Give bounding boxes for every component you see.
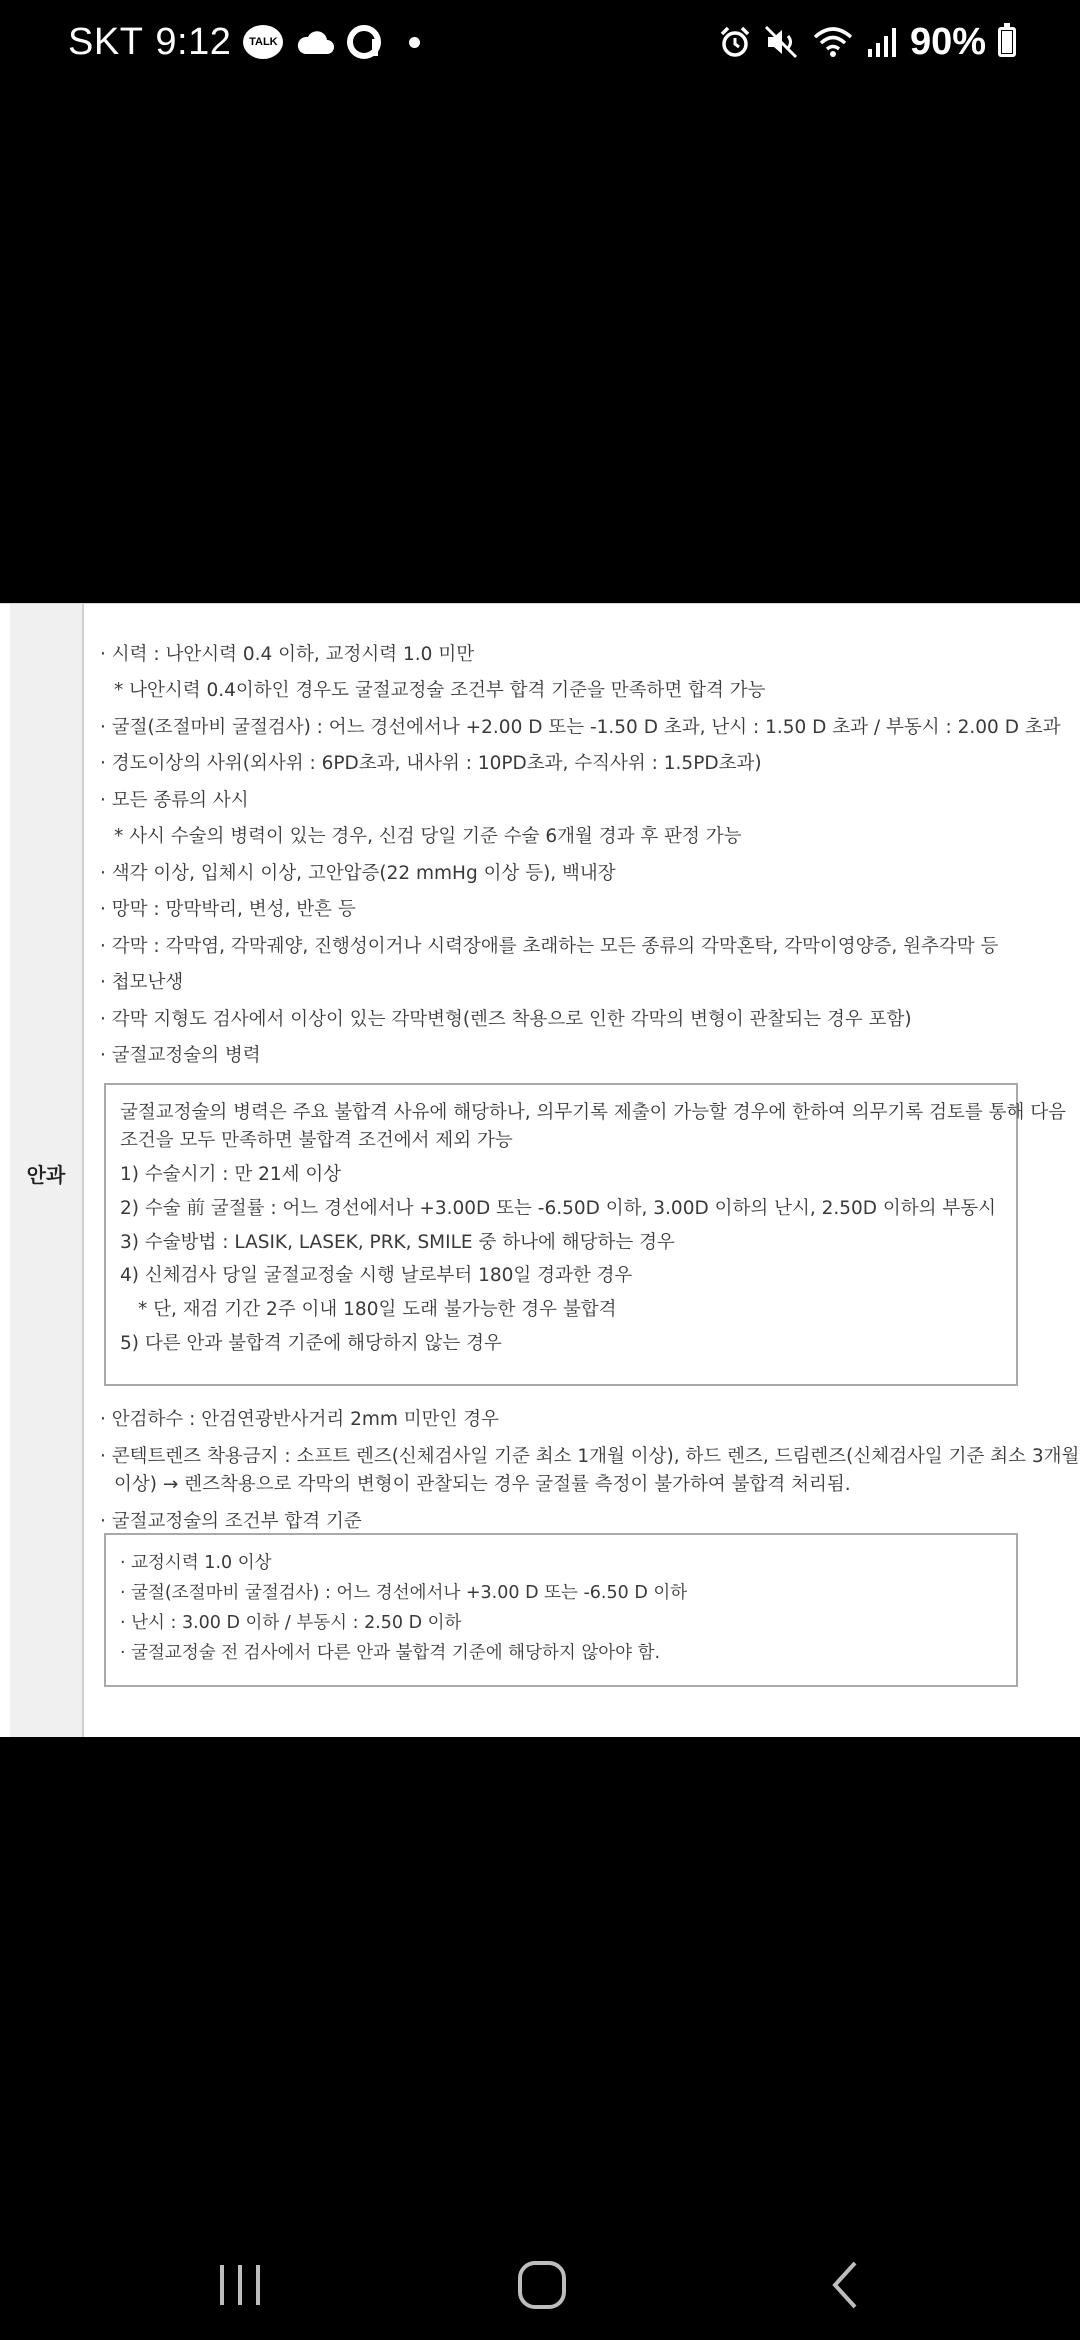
- conditional-pass-box: [104, 1533, 1018, 1687]
- home-button[interactable]: [497, 2240, 587, 2330]
- box-line: · 굴절교정술 전 검사에서 다른 안과 불합격 기준에 해당하지 않아야 함.: [120, 1643, 661, 1663]
- back-button[interactable]: [800, 2240, 890, 2330]
- status-bar-left: [68, 12, 420, 72]
- box-line: · 굴절(조절마비 굴절검사) : 어느 경선에서나 +3.00 D 또는 -6.50 D 이하: [120, 1583, 688, 1603]
- alarm-icon: [718, 25, 752, 59]
- box-line: 조건을 모두 만족하면 불합격 조건에서 제외 가능: [120, 1130, 513, 1151]
- status-bar: [0, 0, 1080, 84]
- box-line: 1) 수술시기 : 만 21세 이상: [120, 1164, 342, 1185]
- criteria-line: · 굴절교정술의 조건부 합격 기준: [100, 1511, 362, 1532]
- box-line: · 교정시력 1.0 이상: [120, 1553, 272, 1573]
- category-column: [10, 604, 84, 1737]
- criteria-line: · 각막 지형도 검사에서 이상이 있는 각막변형(렌즈 착용으로 인한 각막의 변형이 관찰되는 경우 포함): [100, 1009, 912, 1030]
- battery-percent: 90%: [909, 20, 986, 63]
- box-line: 굴절교정술의 병력은 주요 불합격 사유에 해당하나, 의무기록 제출이 가능할 경우에 한하여 의무기록 검토를 통해 다음: [120, 1102, 1067, 1123]
- refractive-surgery-history-box: [104, 1083, 1067, 1386]
- clock: 9:12: [155, 20, 232, 63]
- cloud-icon: [295, 28, 335, 56]
- criteria-line: · 안검하수 : 안검연광반사거리 2mm 미만인 경우: [100, 1409, 500, 1430]
- criteria-line: · 모든 종류의 사시: [100, 790, 249, 811]
- box-line: · 난시 : 3.00 D 이하 / 부동시 : 2.50 D 이하: [120, 1613, 462, 1633]
- criteria-line: · 각막 : 각막염, 각막궤양, 진행성이거나 시력장애를 초래하는 모든 종류의 각막혼탁, 각막이영양증, 원추각막 등: [100, 936, 999, 957]
- criteria-line: · 망막 : 망막박리, 변성, 반흔 등: [100, 899, 356, 920]
- criteria-line: · 굴절교정술의 병력: [100, 1045, 261, 1066]
- notification-dot: [409, 37, 420, 48]
- recent-apps-icon: [215, 2260, 265, 2310]
- criteria-body: [100, 604, 1080, 1737]
- talk-icon: TALK: [243, 25, 283, 59]
- criteria-line: · 시력 : 나안시력 0.4 이하, 교정시력 1.0 미만: [100, 644, 475, 665]
- content-panel: [0, 603, 1080, 1737]
- navigation-bar: [0, 2200, 1080, 2340]
- criteria-line: · 색각 이상, 입체시 이상, 고안압증(22 mmHg 이상 등), 백내장: [100, 863, 616, 884]
- criteria-line: · 콘텍트렌즈 착용금지 : 소프트 렌즈(신체검사일 기준 최소 1개월 이상), 하드 렌즈, 드림렌즈(신체검사일 기준 최소 3개월: [100, 1446, 1080, 1467]
- status-bar-right: [718, 12, 1016, 72]
- criteria-line-cont: 이상) → 렌즈착용으로 각막의 변형이 관찰되는 경우 굴절률 측정이 불가하여 불합격 처리됨.: [114, 1474, 851, 1495]
- mute-icon: [764, 25, 800, 59]
- criteria-line: · 첩모난생: [100, 972, 184, 993]
- a-app-icon: [347, 25, 381, 59]
- box-line: 2) 수술 前 굴절률 : 어느 경선에서나 +3.00D 또는 -6.50D 이하, 3.00D 이하의 난시, 2.50D 이하의 부동시: [120, 1198, 997, 1219]
- battery-icon: [998, 27, 1016, 57]
- carrier-label: SKT: [68, 20, 144, 63]
- category-label: 안과: [26, 1163, 66, 1187]
- wifi-icon: [812, 25, 854, 59]
- criteria-line: · 굴절(조절마비 굴절검사) : 어느 경선에서나 +2.00 D 또는 -1.50 D 초과, 난시 : 1.50 D 초과 / 부동시 : 2.00 D 초과: [100, 717, 1061, 738]
- box-note: * 단, 재검 기간 2주 이내 180일 도래 불가능한 경우 불합격: [138, 1299, 617, 1320]
- home-icon: [515, 2258, 569, 2312]
- criteria-line: · 경도이상의 사위(외사위 : 6PD초과, 내사위 : 10PD초과, 수직사위 : 1.5PD초과): [100, 753, 762, 774]
- box-line: 4) 신체검사 당일 굴절교정술 시행 날로부터 180일 경과한 경우: [120, 1265, 633, 1286]
- back-icon: [825, 2258, 865, 2312]
- signal-icon: [866, 25, 898, 59]
- box-line: 3) 수술방법 : LASIK, LASEK, PRK, SMILE 중 하나에 해당하는 경우: [120, 1232, 675, 1253]
- box-line: 5) 다른 안과 불합격 기준에 해당하지 않는 경우: [120, 1333, 502, 1354]
- criteria-note: * 나안시력 0.4이하인 경우도 굴절교정술 조건부 합격 기준을 만족하면 합격 가능: [114, 680, 766, 701]
- criteria-note: * 사시 수술의 병력이 있는 경우, 신검 당일 기준 수술 6개월 경과 후 판정 가능: [114, 826, 742, 847]
- recent-apps-button[interactable]: [195, 2240, 285, 2330]
